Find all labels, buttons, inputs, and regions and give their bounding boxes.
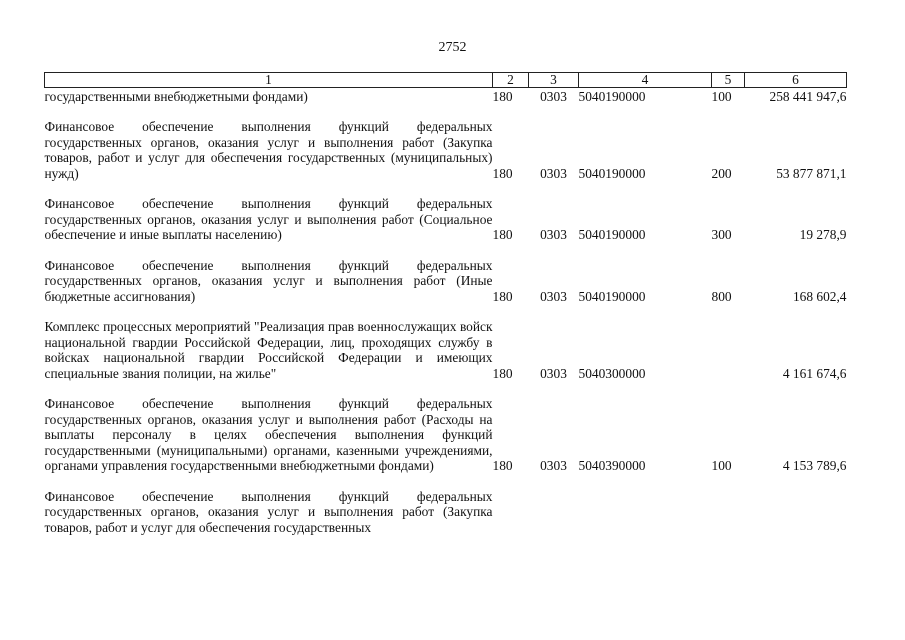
row-name: Финансовое обеспечение выполнения функций федеральных государственных органов, оказания услуг и выполнения работ (Закупка товаров, работ и услуг для обеспечения государственных (муниципальных) нужд) [44, 119, 493, 181]
row-gr: 180 [492, 165, 513, 181]
page-number: 2752 [438, 40, 467, 55]
row-csr: 5040300000 [578, 365, 646, 381]
table-row [45, 88, 847, 105]
table-row [45, 196, 847, 243]
table-row [45, 319, 847, 381]
row-amount: 168 602,4 [792, 288, 847, 304]
row-section [529, 489, 579, 536]
row-csr: 5040390000 [578, 458, 646, 473]
row-section: 0303 [540, 365, 567, 381]
row-vr [712, 319, 745, 381]
row-amount: 258 441 947,6 [769, 88, 847, 104]
row-name: государственными внебюджетными фондами) [44, 88, 308, 104]
row-csr: 5040190000 [578, 88, 646, 104]
row-gr: 180 [492, 288, 513, 304]
row-name: Финансовое обеспечение выполнения функций федеральных государственных органов, оказания услуг и выполнения работ (Закупка товаров, работ и услуг для обеспечения государственных [44, 488, 493, 535]
col-header-csr: 4 [579, 73, 712, 88]
row-vr: 300 [711, 227, 732, 242]
row-vr: 100 [711, 458, 732, 473]
row-section: 0303 [540, 88, 567, 104]
row-section: 0303 [540, 165, 567, 181]
table-row [45, 258, 847, 305]
row-gr: 180 [492, 227, 513, 242]
row-name: Финансовое обеспечение выполнения функций федеральных государственных органов, оказания услуг и выполнения работ (Иные бюджетные ассигнования) [44, 257, 493, 304]
row-gr: 180 [492, 365, 513, 381]
row-csr: 5040190000 [578, 165, 646, 181]
col-header-gr: 2 [493, 73, 529, 88]
row-section: 0303 [540, 458, 567, 473]
row-gr: 180 [492, 88, 513, 104]
row-vr: 800 [711, 288, 732, 304]
row-amount: 4 161 674,6 [782, 365, 847, 381]
row-vr: 100 [711, 88, 732, 104]
row-vr: 200 [711, 165, 732, 181]
row-section: 0303 [540, 227, 567, 242]
col-header-amount: 6 [745, 73, 847, 88]
row-gr: 180 [492, 458, 513, 473]
row-csr [579, 489, 712, 536]
budget-table [44, 72, 847, 535]
col-header-vr: 5 [712, 73, 745, 88]
row-name: Комплекс процессных мероприятий "Реализация прав военнослужащих войск национальной гвардии Российской Федерации, лиц, проходящих службу в войсках национальной гвардии Российской Федерации и имеющих специальные звания полиции, на жилье" [44, 319, 493, 381]
row-name: Финансовое обеспечение выполнения функций федеральных государственных органов, оказания услуг и выполнения работ (Социальное обеспечение и иные выплаты населению) [44, 196, 493, 242]
table-row [45, 119, 847, 181]
row-amount [745, 489, 847, 536]
col-header-section: 3 [529, 73, 579, 88]
table-header [45, 73, 847, 88]
row-csr: 5040190000 [578, 227, 646, 242]
row-amount: 19 278,9 [799, 227, 847, 242]
row-section: 0303 [540, 288, 567, 304]
row-name: Финансовое обеспечение выполнения функций федеральных государственных органов, оказания услуг и выполнения работ (Расходы на выплаты персоналу в целях обеспечения выполнения функций государственными (муниципальными) органами, казенными учреждениями, органами управления государственными внебюджетными фондами) [44, 396, 493, 473]
table-row [45, 396, 847, 474]
row-csr: 5040190000 [578, 288, 646, 304]
row-gr [493, 489, 529, 536]
col-header-name: 1 [45, 73, 493, 88]
row-amount: 4 153 789,6 [782, 458, 847, 473]
row-vr [712, 489, 745, 536]
row-amount: 53 877 871,1 [776, 165, 847, 181]
table-row [45, 489, 847, 536]
